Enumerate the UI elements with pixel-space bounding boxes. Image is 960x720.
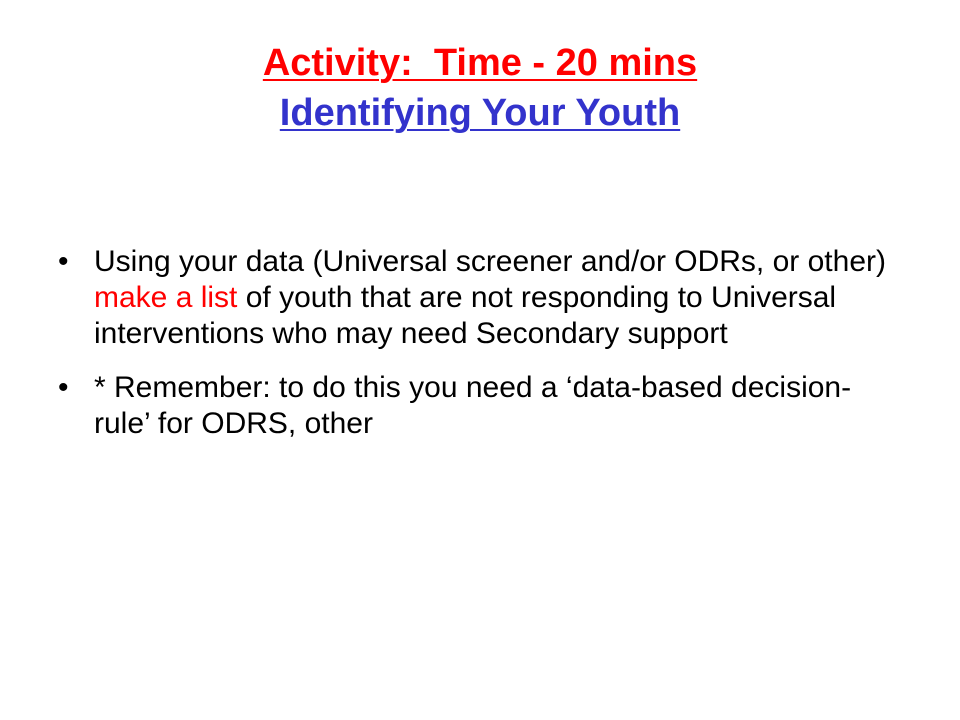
bullet-text-remember: * Remember: to do this you need a ‘data-based decision-rule’ for ODRS, other [94,371,852,440]
bullet-item-data-list [58,244,898,352]
bullet-highlight-make-a-list: make a list [94,281,238,314]
bullet-item-remember [58,370,898,442]
bullet-text-before: Using your data (Universal screener and/or ODRs, or other) [94,245,886,278]
slide-title [0,38,960,138]
title-line-subtitle [0,88,960,138]
bullet-marker: • [58,245,69,278]
title-subtitle-text: Identifying Your Youth [279,92,681,134]
bullet-marker: • [58,371,69,404]
bullet-list [58,244,898,460]
bullet-text-after: of youth that are not responding to Universal interventions who may need Secondary support [94,281,837,350]
title-activity-text: Activity: Time - 20 mins [262,42,698,84]
title-line-activity [0,38,960,88]
